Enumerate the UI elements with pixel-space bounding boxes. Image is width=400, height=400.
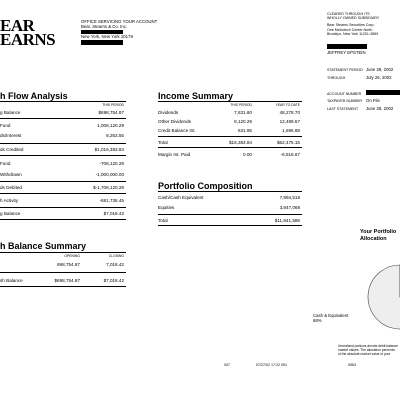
logo-line-1: EAR <box>0 16 35 35</box>
divider <box>0 219 126 220</box>
divider <box>0 272 126 273</box>
clearing-line-4: One Metrotech Center North <box>327 27 373 32</box>
cash-flow-value: $7,018.42 <box>103 211 124 216</box>
cash-balance-col-closing: CLOSING <box>108 254 124 258</box>
clearing-block <box>327 12 379 36</box>
divider <box>0 286 126 287</box>
allocation-title-line-2: Allocation <box>360 235 387 242</box>
portfolio-total-value: $11,841,586 <box>274 218 300 223</box>
cash-flow-label: Fund <box>0 161 11 166</box>
cash-flow-title: h Flow Analysis <box>0 91 68 101</box>
footer-timestamp: 07/27/02 17:22 051 <box>256 363 287 367</box>
cash-flow-value: $698,754.87 <box>98 110 124 115</box>
cash-balance-label: sh Balance <box>0 278 23 283</box>
divider <box>158 191 302 192</box>
divider <box>0 193 126 194</box>
cash-flow-value: 1,008,120.29 <box>97 123 124 128</box>
pie-label-pct: 68% <box>313 318 322 323</box>
divider <box>0 143 126 144</box>
cash-flow-value: 8,263.55 <box>106 133 124 138</box>
income-period-value: 631.95 <box>237 128 252 133</box>
pie-label <box>313 313 348 323</box>
divider <box>158 101 302 102</box>
cash-balance-closing: $7,018.42 <box>103 278 124 283</box>
divider <box>158 225 302 226</box>
clearing-line-3: Bear Stearns Securities Corp. <box>327 23 375 28</box>
cash-flow-label: g Balance <box>0 211 21 216</box>
margin-int-period: 0.00 <box>243 152 252 157</box>
income-summary-title: Income Summary <box>158 91 234 101</box>
income-label: Other Dividends <box>158 119 191 124</box>
pie-slice-cash-equivalent <box>368 265 400 329</box>
portfolio-value: 3,847,068 <box>279 205 300 210</box>
income-ytd-value: 12,499.57 <box>279 119 300 124</box>
divider <box>158 136 302 137</box>
office-line-1: Bear, Stearns & Co. Inc. <box>81 24 128 29</box>
income-period-value: 7,631.60 <box>234 110 252 115</box>
logo-line-2: EARNS <box>0 30 56 49</box>
bear-stearns-logo <box>0 16 56 49</box>
redaction-bar <box>327 44 367 49</box>
redaction-bar <box>81 40 123 45</box>
last-statement-value: June 28, 2002 <box>366 106 394 111</box>
footnote-line-3: of the absolute market value of your <box>338 352 391 356</box>
allocation-title <box>360 229 396 242</box>
statement-period-label: STATEMENT PERIOD <box>327 68 363 72</box>
footnote-line-2: market values. The allocation percenta <box>338 348 395 352</box>
portfolio-label: Equities <box>158 205 175 210</box>
income-label: Dividends <box>158 110 179 115</box>
cash-balance-col-opening: OPENING <box>64 254 80 258</box>
cash-flow-label: Withdrawn <box>0 172 22 177</box>
redaction-bar <box>81 30 123 35</box>
account-number-label: ACCOUNT NUMBER <box>327 92 362 96</box>
divider <box>0 181 126 182</box>
cash-flow-label: g Balance <box>0 110 21 115</box>
cash-flow-value: -708,120.29 <box>99 161 124 166</box>
footer-code: 007 <box>224 363 230 367</box>
divider <box>0 252 126 253</box>
income-total-ytd: $62,475.15 <box>277 140 300 145</box>
client-name: JEFFREY EPSTEIN <box>327 50 366 55</box>
portfolio-total-label: Total <box>158 218 168 223</box>
allocation-footnote <box>338 344 398 356</box>
income-total-label: Total <box>158 140 168 145</box>
account-number-redacted <box>366 90 400 95</box>
cash-flow-value: -1,000,000.00 <box>95 172 124 177</box>
through-label: THROUGH <box>327 76 346 80</box>
divider <box>0 207 126 208</box>
divider <box>0 155 126 156</box>
office-heading: OFFICE SERVICING YOUR ACCOUNT <box>81 19 158 24</box>
cash-flow-col-header: THIS PERIOD <box>102 103 124 107</box>
divider <box>0 118 126 119</box>
cash-balance-title: h Balance Summary <box>0 241 87 251</box>
footer-page-code: 0563 <box>348 363 356 367</box>
income-label: Credit Balance Int. <box>158 128 196 133</box>
cash-flow-value: $1,016,383.84 <box>94 147 124 152</box>
through-value: July 26, 2002 <box>366 75 392 80</box>
cash-balance-closing: 7,018.42 <box>106 262 124 267</box>
cash-flow-value: $-1,708,120.29 <box>93 185 124 190</box>
divider <box>0 101 126 102</box>
cash-balance-opening: 698,754.87 <box>57 262 80 267</box>
income-ytd-value: 1,696.88 <box>282 128 300 133</box>
clearing-line-2: WHOLLY OWNED SUBSIDIARY <box>327 16 380 21</box>
statement-period-value: June 29, 2002 <box>366 67 394 72</box>
last-statement-label: LAST STATEMENT <box>327 107 359 111</box>
margin-int-ytd: -6,516.67 <box>280 152 300 157</box>
portfolio-value: 7,994,518 <box>279 195 300 200</box>
cash-flow-label: Fund <box>0 123 11 128</box>
divider <box>158 147 302 148</box>
portfolio-label: Cash/Cash Equivalent <box>158 195 204 200</box>
income-period-value: 8,120.29 <box>234 119 252 124</box>
income-col-this-period: THIS PERIOD <box>230 103 252 107</box>
income-col-ytd: YEAR TO DATE <box>275 103 300 107</box>
taxpayer-value: On File <box>366 98 380 103</box>
cash-balance-opening: $698,754.87 <box>54 278 80 283</box>
cash-flow-label: ds Credited <box>0 147 24 152</box>
allocation-title-line-1: Your Portfolio <box>360 229 397 235</box>
portfolio-composition-title: Portfolio Composition <box>158 181 253 191</box>
footnote-line-1: Unrealized portions denote debit balance <box>338 344 398 348</box>
pie-label-name: Cash & Equivalent <box>313 313 349 318</box>
clearing-line-5: Brooklyn, New York 11201-3859 <box>327 31 379 36</box>
office-line-2: New York, New York 10179 <box>81 34 133 39</box>
taxpayer-label: TAXPAYER NUMBER <box>327 99 362 103</box>
income-ytd-value: 48,278.70 <box>279 110 300 115</box>
cash-flow-label: ds Debited <box>0 185 22 190</box>
cash-flow-label: h Activity <box>0 198 19 203</box>
income-total-period: $16,383.84 <box>229 140 252 145</box>
margin-int-label: Margin Int. Paid <box>158 152 191 157</box>
cash-flow-value: -691,736.45 <box>99 198 124 203</box>
clearing-line-1: CLEARED THROUGH ITS <box>327 12 370 16</box>
divider <box>158 214 302 215</box>
cash-flow-label: ds/Interest <box>0 133 22 138</box>
